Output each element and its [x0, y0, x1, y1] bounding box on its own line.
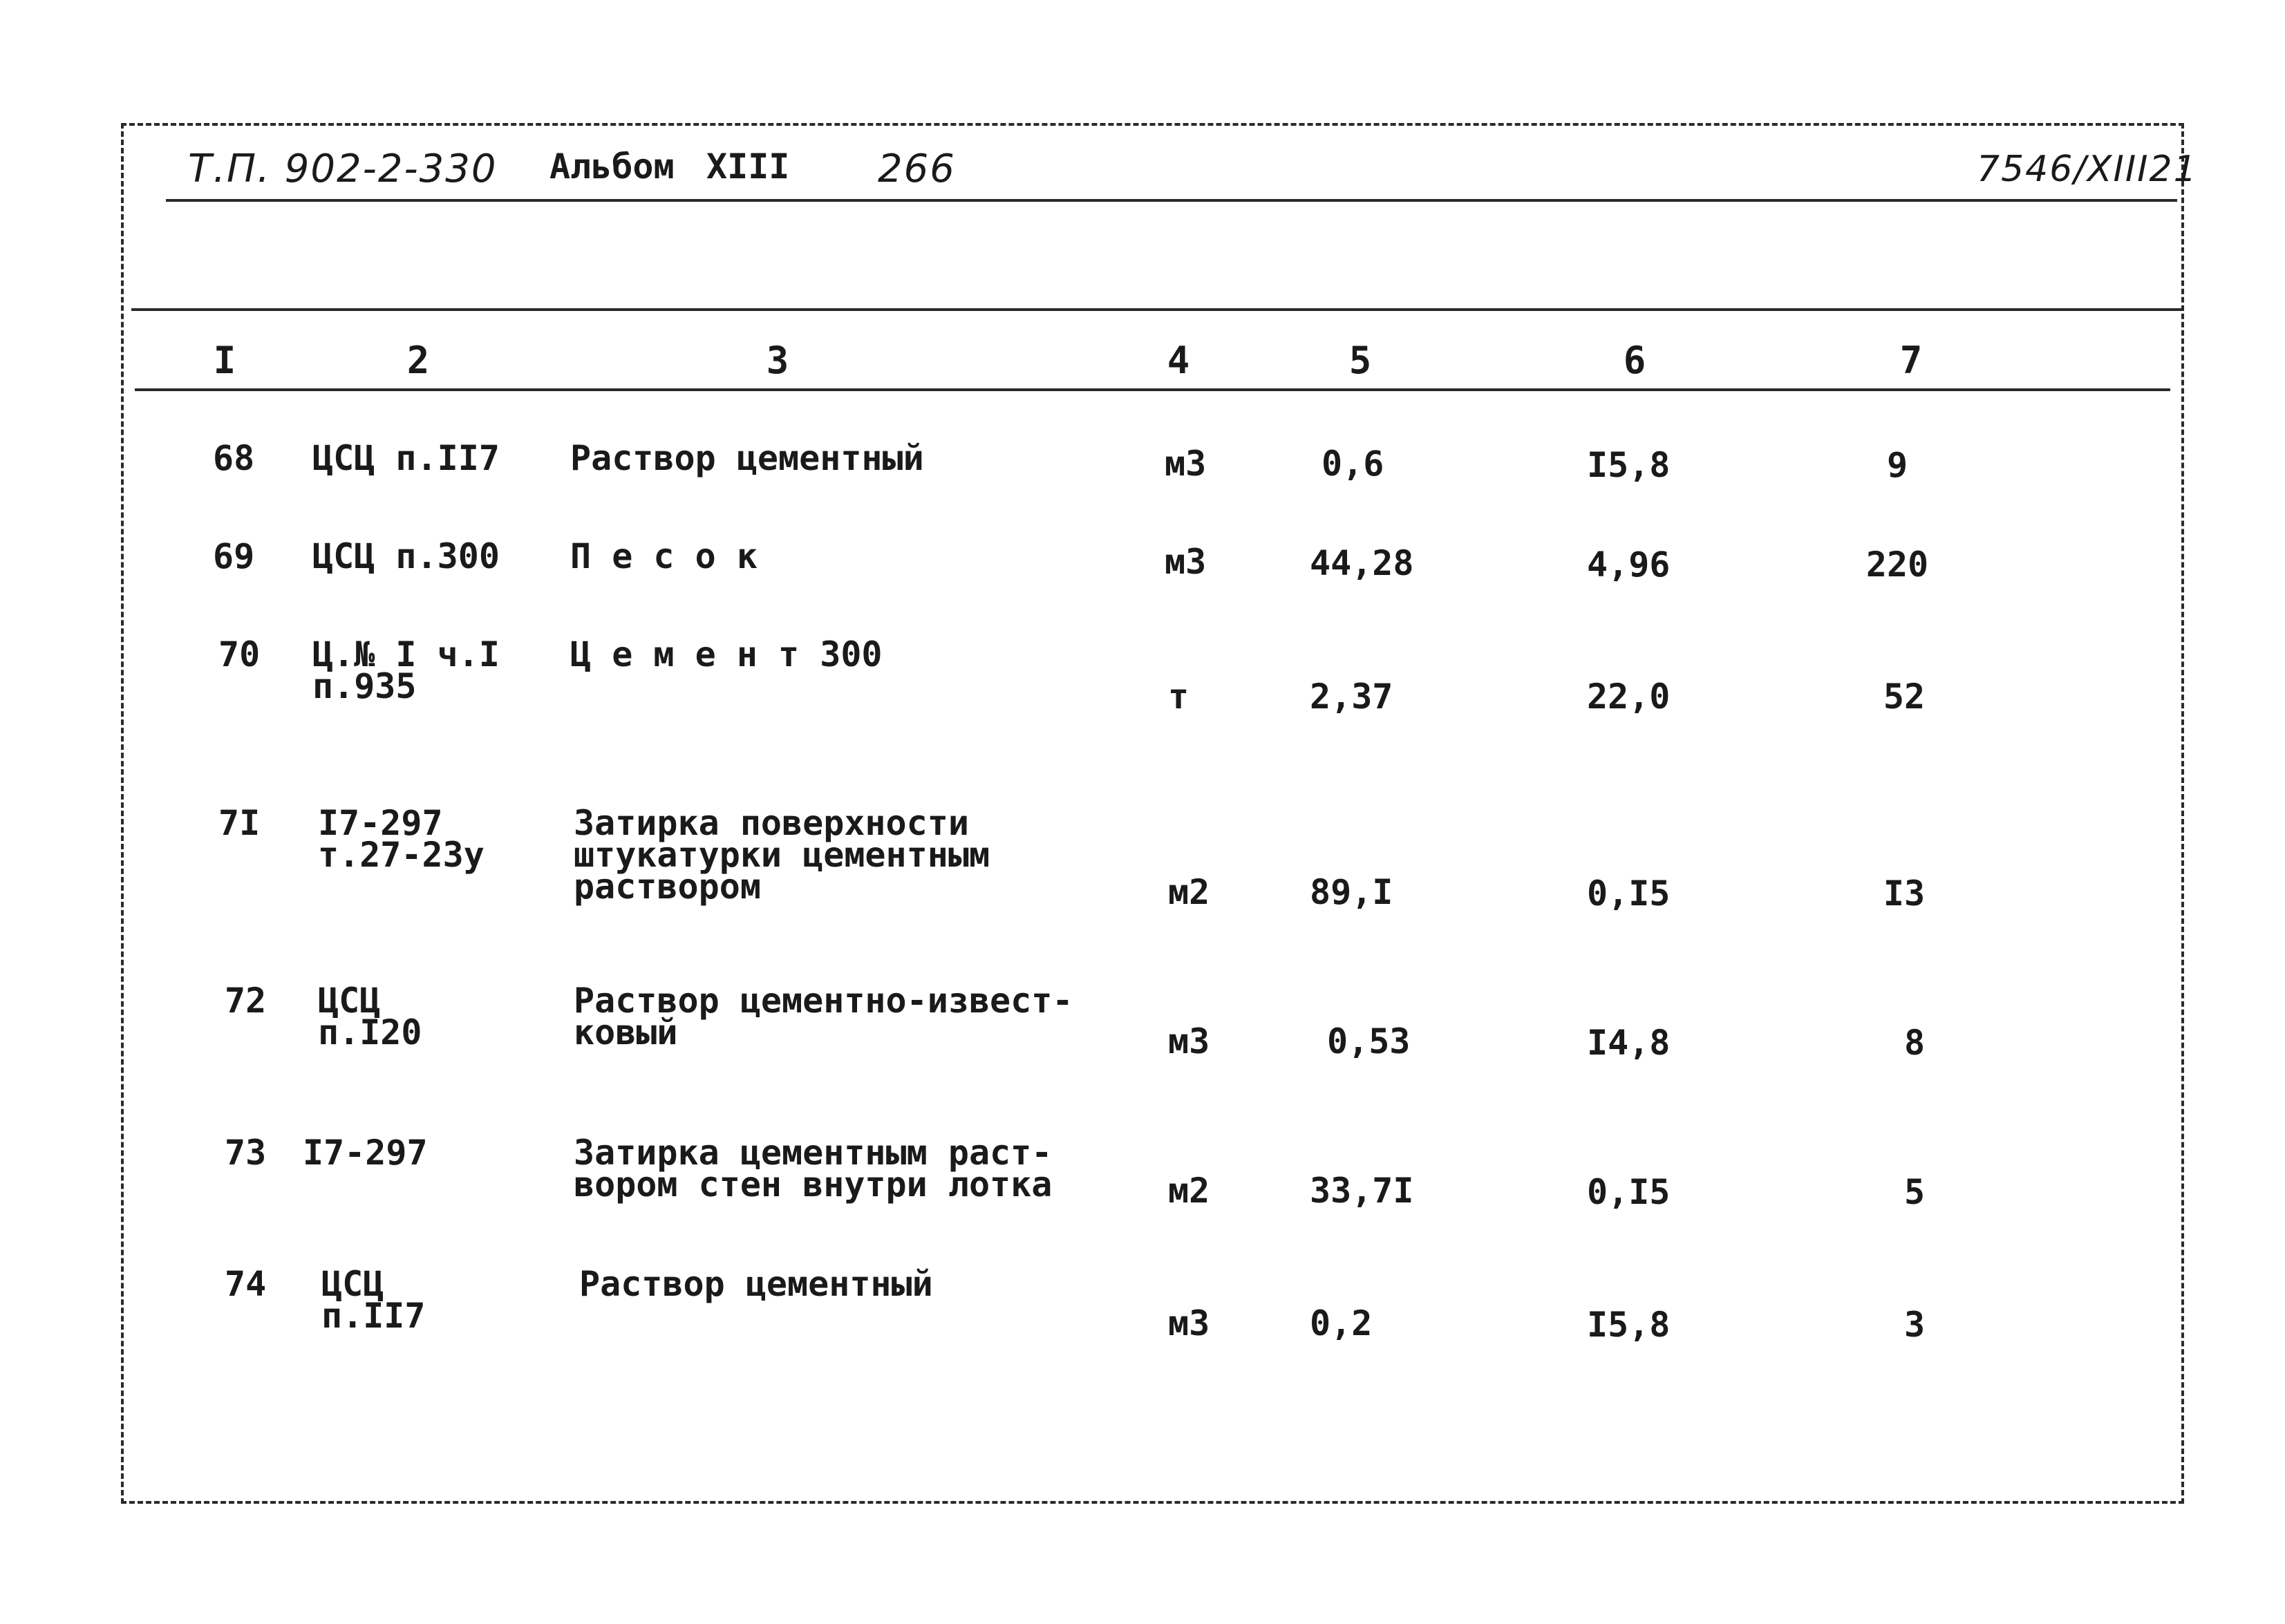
row-70-name: Ц е м е н т 300 — [570, 634, 883, 674]
row-70-unit: т — [1168, 677, 1189, 717]
row-74-reference: ЦСЦ п.II7 — [321, 1264, 426, 1336]
header-rule — [166, 199, 2177, 202]
row-68-unit: м3 — [1165, 444, 1207, 484]
col-header-4: 4 — [1167, 339, 1190, 382]
row-69-unit: м3 — [1165, 542, 1207, 582]
row-70-total: 52 — [1883, 677, 1926, 717]
column-header-rule — [135, 388, 2170, 391]
col-header-5: 5 — [1348, 339, 1372, 382]
row-70-quantity: 2,37 — [1310, 677, 1393, 717]
row-72-number: 72 — [225, 981, 267, 1021]
row-69-quantity: 44,28 — [1310, 543, 1414, 583]
row-71-total: I3 — [1883, 874, 1926, 914]
col-header-3: 3 — [766, 339, 789, 382]
row-73-total: 5 — [1903, 1172, 1926, 1212]
row-71-name: Затирка поверхности штукатурки цементным раствором — [574, 803, 990, 907]
row-74-number: 74 — [225, 1264, 267, 1304]
row-72-unit: м3 — [1168, 1021, 1210, 1061]
row-68-reference: ЦСЦ п.II7 — [312, 438, 500, 478]
row-71-number: 7I — [218, 803, 261, 843]
row-73-unit: м2 — [1168, 1171, 1210, 1211]
col-header-6: 6 — [1623, 339, 1646, 382]
row-69-name: П е с о к — [570, 536, 758, 576]
row-68-name: Раствор цементный — [570, 438, 924, 478]
row-72-total: 8 — [1903, 1023, 1926, 1063]
row-74-unit: м3 — [1168, 1303, 1210, 1343]
row-72-reference: ЦСЦ п.I20 — [318, 981, 422, 1052]
row-68-quantity: 0,6 — [1322, 444, 1384, 484]
row-69-number: 69 — [213, 536, 255, 576]
row-69-total: 220 — [1865, 545, 1929, 585]
row-71-unit: м2 — [1168, 872, 1210, 912]
row-71-reference: I7-297 т.27-23у — [318, 803, 485, 875]
row-70-number: 70 — [218, 634, 261, 674]
row-70-reference: Ц.№ I ч.I п.935 — [312, 634, 500, 706]
row-74-total: 3 — [1903, 1305, 1926, 1345]
row-73-price: 0,I5 — [1587, 1172, 1671, 1212]
row-68-price: I5,8 — [1587, 445, 1671, 485]
row-73-reference: I7-297 — [303, 1133, 428, 1173]
row-68-total: 9 — [1886, 445, 1908, 485]
row-74-name: Раствор цементный — [579, 1264, 933, 1304]
row-72-price: I4,8 — [1587, 1023, 1671, 1063]
row-70-price: 22,0 — [1587, 677, 1671, 717]
archive-stamp: 7546/XIII21 — [1977, 149, 2198, 190]
row-71-price: 0,I5 — [1587, 874, 1671, 914]
row-73-quantity: 33,7I — [1310, 1171, 1414, 1211]
page-number: 266 — [878, 147, 956, 191]
col-header-1: I — [213, 339, 236, 382]
col-header-2: 2 — [406, 339, 430, 382]
col-header-7: 7 — [1899, 339, 1923, 382]
album-number: XIII — [706, 147, 790, 187]
row-74-quantity: 0,2 — [1310, 1303, 1373, 1343]
row-71-quantity: 89,I — [1310, 872, 1393, 912]
row-69-price: 4,96 — [1587, 545, 1671, 585]
row-73-name: Затирка цементным раст- вором стен внутри лотка — [574, 1133, 1053, 1205]
row-72-name: Раствор цементно-извест- ковый — [574, 981, 1073, 1052]
row-74-price: I5,8 — [1587, 1305, 1671, 1345]
row-72-quantity: 0,53 — [1327, 1021, 1411, 1061]
table-top-rule — [131, 308, 2184, 311]
row-69-reference: ЦСЦ п.300 — [312, 536, 500, 576]
row-68-number: 68 — [213, 438, 255, 478]
project-code: Т.П. 902-2-330 — [188, 147, 498, 191]
album-label: Альбом — [549, 147, 675, 187]
row-73-number: 73 — [225, 1133, 267, 1173]
